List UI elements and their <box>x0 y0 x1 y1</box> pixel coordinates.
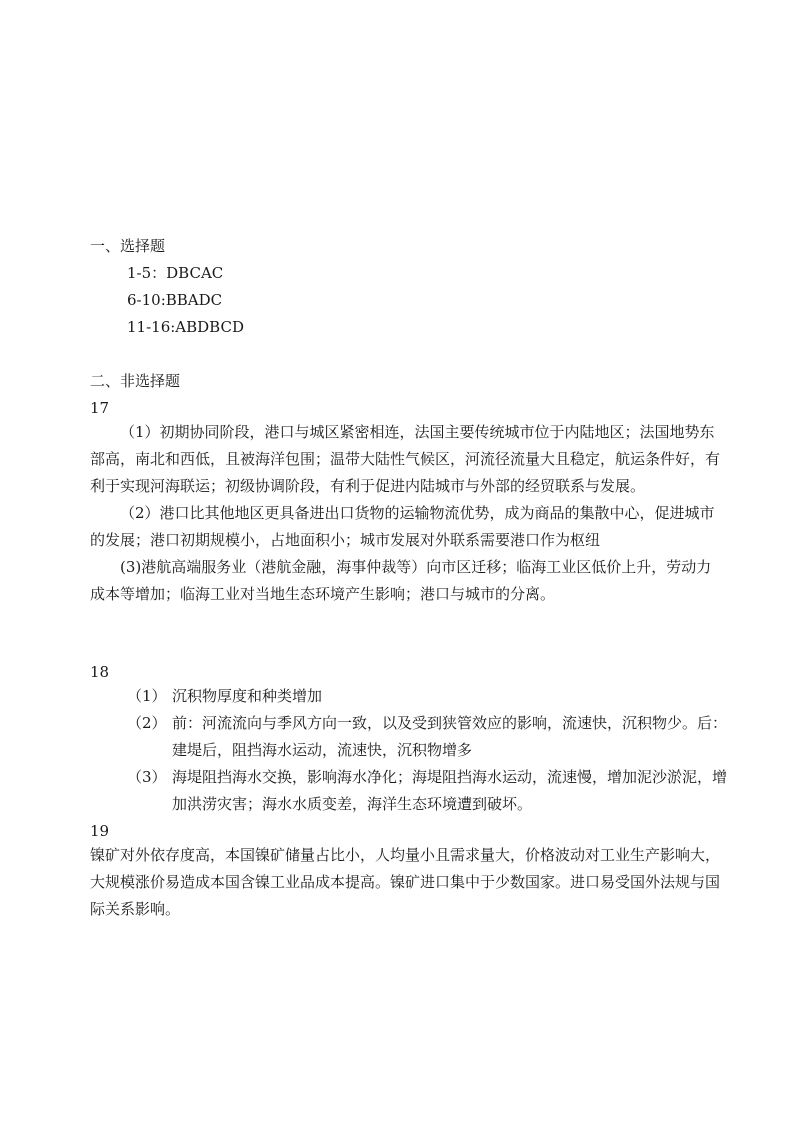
answer-line-2: 6-10:BBADC <box>127 291 223 309</box>
q17-part-3: (3)港航高端服务业（港航金融，海事仲裁等）向市区迁移；临海工业区低价上升，劳动力成本等增加；临海工业对当地生态环境产生影响；港口与城市的分离。 <box>90 558 712 603</box>
section-2-title: 二、非选择题 <box>90 372 181 390</box>
question-17-answer <box>90 419 720 608</box>
q18-item-3-num: （3） <box>127 768 167 786</box>
q18-item-1-text: 沉积物厚度和种类增加 <box>172 687 323 705</box>
answer-line-3: 11-16:ABDBCD <box>127 318 244 336</box>
section-1-title: 一、选择题 <box>90 237 166 255</box>
question-19-number: 19 <box>90 822 110 840</box>
answer-line-1: 1-5：DBCAC <box>127 264 224 282</box>
q18-item-2 <box>127 710 727 764</box>
q18-item-3 <box>127 764 727 818</box>
q18-item-1 <box>127 683 727 710</box>
q17-part-2: （2）港口比其他地区更具备进出口货物的运输物流优势，成为商品的集散中心，促进城市的发展；港口初期规模小，占地面积小；城市发展对外联系需要港口作为枢纽 <box>90 504 715 549</box>
q18-item-2-num: （2） <box>127 714 167 732</box>
question-17-number: 17 <box>90 399 110 417</box>
q17-part-1: （1）初期协同阶段，港口与城区紧密相连，法国主要传统城市位于内陆地区；法国地势东部高，南北和西低，且被海洋包围；温带大陆性气候区，河流径流量大且稳定，航运条件好，有利于实现河海联运；初级协调阶段，有利于促进内陆城市与外部的经贸联系与发展。 <box>90 423 721 495</box>
question-19-answer: 镍矿对外依存度高，本国镍矿储量占比小，人均量小且需求量大，价格波动对工业生产影响大，大规模涨价易造成本国含镍工业品成本提高。镍矿进口集中于少数国家。进口易受国外法规与国际关系影响。 <box>90 846 721 918</box>
q18-item-1-num: （1） <box>127 687 167 705</box>
q18-item-2-text: 前：河流流向与季风方向一致，以及受到狭管效应的影响，流速快，沉积物少。后：建堤后，阻挡海水运动，流速快，沉积物增多 <box>172 714 728 759</box>
question-18-number: 18 <box>90 663 110 681</box>
q18-item-3-text: 海堤阻挡海水交换，影响海水净化；海堤阻挡海水运动，流速慢，增加泥沙淤泥，增加洪涝灾害；海水水质变差，海洋生态环境遭到破坏。 <box>172 768 728 813</box>
